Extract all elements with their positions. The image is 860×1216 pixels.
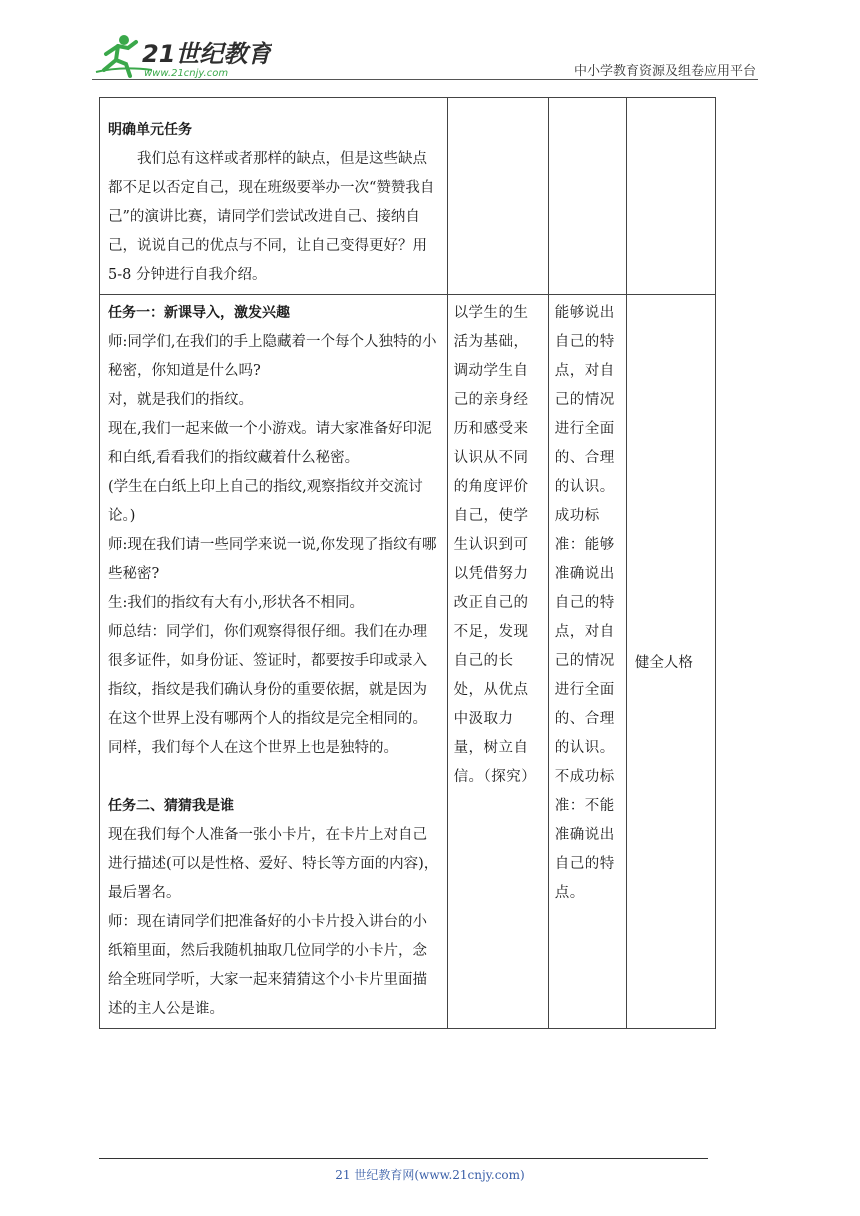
unit-task-heading: 明确单元任务 [108, 122, 192, 138]
design-intent-cell [447, 295, 548, 1029]
tasks-cell [100, 295, 448, 1029]
empty-cell [447, 98, 548, 295]
design-intent-text: 以学生的生活为基础，调动学生自己的亲身经历和感受来认识从不同的角度评价自己，使学生认识到可以凭借努力改正自己的不足，发现自己的长处，从优点中汲取力量，树立自信。（探究） [453, 305, 537, 785]
runner-logo-icon [92, 32, 272, 80]
logo-url: www.21cnjy.com [144, 68, 229, 79]
evaluation-criteria-cell [548, 295, 626, 1029]
task2-heading: 任务二、猜猜我是谁 [108, 798, 234, 814]
unit-task-cell [100, 98, 448, 295]
criteria-line: 不成功标准：不能准确说出自己的特点。 [554, 769, 615, 901]
empty-cell [548, 98, 626, 295]
empty-cell [626, 98, 715, 295]
task1-line: 师总结：同学们，你们观察得很仔细。我们在办理很多证件，如身份证、签证时，都要按手印或录入指纹，指纹是我们确认身份的重要依据，就是因为在这个世界上没有哪两个人的指纹是完全相同的。同样，我们每个人在这个世界上也是独特的。 [108, 624, 427, 756]
task2-line: 师：现在请同学们把准备好的小卡片投入讲台的小纸箱里面，然后我随机抽取几位同学的小卡片，念给全班同学听，大家一起来猜猜这个小卡片里面描述的主人公是谁。 [108, 914, 427, 1017]
page-header [0, 0, 860, 90]
task2-line: 现在我们每个人准备一张小卡片，在卡片上对自己进行描述(可以是性格、爱好、特长等方面的内容)，最后署名。 [108, 827, 439, 901]
site-logo[interactable] [92, 32, 272, 80]
task1-line: 师:现在我们请一些同学来说一说,你发现了指纹有哪些秘密? [108, 537, 437, 582]
criteria-line: 能够说出自己的特点，对自己的情况进行全面的、合理的认识。 [554, 305, 615, 495]
criteria-line: 成功标准：能够准确说出自己的特点，对自己的情况进行全面的、合理的认识。 [554, 508, 615, 756]
core-literacy-text: 健全人格 [634, 655, 693, 671]
logo-text: 21世纪教育 [142, 40, 272, 68]
task1-line: 师:同学们,在我们的手上隐藏着一个每个人独特的小秘密，你知道是什么吗? [108, 334, 437, 379]
task1-line: 对，就是我们的指纹。 [108, 392, 253, 408]
task1-line: (学生在白纸上印上自己的指纹,观察指纹并交流讨论。) [108, 479, 423, 524]
header-divider [92, 79, 758, 80]
lesson-table [99, 97, 716, 1029]
table-row-unit-task [100, 98, 716, 295]
table-row-tasks [100, 295, 716, 1029]
core-literacy-cell [626, 295, 715, 1029]
unit-task-paragraph: 我们总有这样或者那样的缺点，但是这些缺点都不足以否定自己，现在班级要举办一次“赞赞我自己”的演讲比赛，请同学们尝试改进自己、接纳自己，说说自己的优点与不同，让自己变得更好？用 5-8 分钟进行自我介绍。 [108, 151, 435, 283]
task1-heading: 任务一：新课导入，激发兴趣 [108, 305, 290, 321]
task1-line: 现在,我们一起来做一个小游戏。请大家准备好印泥和白纸,看看我们的指纹藏着什么秘密。 [108, 421, 432, 466]
footer-link[interactable]: 21 世纪教育网(www.21cnjy.com) [335, 1168, 525, 1182]
paragraph-gap [108, 763, 439, 792]
task1-line: 生:我们的指纹有大有小,形状各不相同。 [108, 595, 364, 611]
footer-divider [99, 1158, 708, 1159]
header-slogan: 中小学教育资源及组卷应用平台 [573, 64, 756, 79]
